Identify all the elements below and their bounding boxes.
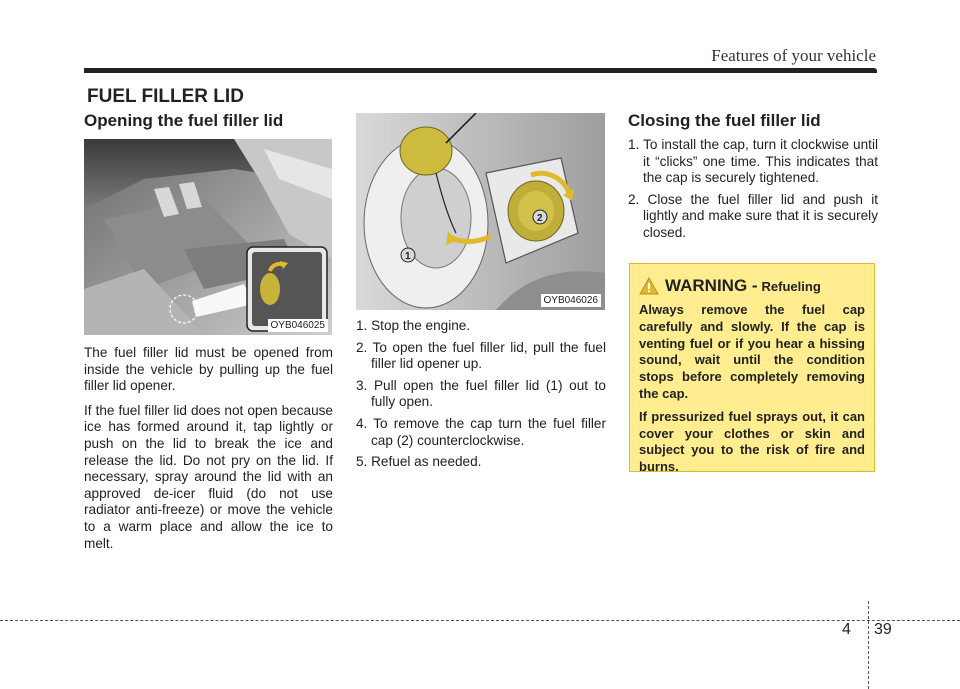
fuel-lid-illustration [356, 113, 605, 310]
image-code-interior: OYB046025 [268, 319, 329, 332]
header-rule [84, 68, 877, 73]
warning-icon [639, 277, 659, 295]
header-section-title: Features of your vehicle [711, 46, 876, 65]
closing-heading: Closing the fuel filler lid [628, 111, 821, 130]
closing-step-1: 1. To install the cap, turn it clockwise until it “clicks” one time. This indicates that the cap is securely tightened. [628, 137, 878, 186]
page-title: FUEL FILLER LID [87, 86, 244, 107]
fuel-lid-photo [356, 113, 605, 310]
opening-heading: Opening the fuel filler lid [84, 111, 284, 130]
closing-steps [628, 137, 878, 247]
image-code-fuel-lid: OYB046026 [541, 294, 602, 307]
opening-step-4: 4. To remove the cap turn the fuel filler cap (2) counterclockwise. [356, 415, 606, 448]
interior-illustration [84, 139, 332, 335]
warning-paragraph-1: Always remove the fuel cap carefully and slowly. If the cap is venting fuel or if you hear a hissing sound, wait until the condition stops before completely removing the cap. [639, 302, 865, 401]
opening-step-3: 3. Pull open the fuel filler lid (1) out to fully open. [356, 377, 606, 410]
warning-label: WARNING - [665, 276, 758, 295]
opening-body [84, 345, 333, 552]
closing-step-2: 2. Close the fuel filler lid and push it lightly and make sure that it is securely closed. [628, 191, 878, 240]
warning-topic: Refueling [761, 278, 821, 294]
opening-step-1: 1. Stop the engine. [356, 318, 471, 333]
opening-steps [356, 318, 606, 476]
footer-rule [0, 620, 960, 621]
footer-divider [868, 601, 869, 689]
chapter-number: 4 [842, 621, 851, 638]
opening-step-5: 5. Refuel as needed. [356, 454, 482, 470]
warning-header [639, 276, 865, 296]
opening-paragraph-2: If the fuel filler lid does not open because ice has formed around it, tap lightly or push on the lid to break the ice and release the lid. Do not pry on the lid. If necessary, spray around the lid with an approved de-icer fluid (do not use radiator anti-freeze) or move the vehicle to a warm place and allow the ice to melt. [84, 402, 333, 551]
figure-label-cap: 2 [537, 213, 543, 224]
warning-box [629, 263, 875, 475]
opening-paragraph-1: The fuel filler lid must be opened from inside the vehicle by pulling up the fuel filler lid opener. [84, 345, 333, 394]
figure-label-lid: 1 [405, 251, 411, 262]
opening-step-2: 2. To open the fuel filler lid, pull the fuel filler lid opener up. [356, 339, 606, 372]
interior-photo [84, 139, 332, 335]
warning-paragraph-2: If pressurized fuel sprays out, it can cover your clothes or skin and subject you to the risk of fire and burns. [639, 408, 865, 475]
page-number: 39 [874, 621, 892, 638]
